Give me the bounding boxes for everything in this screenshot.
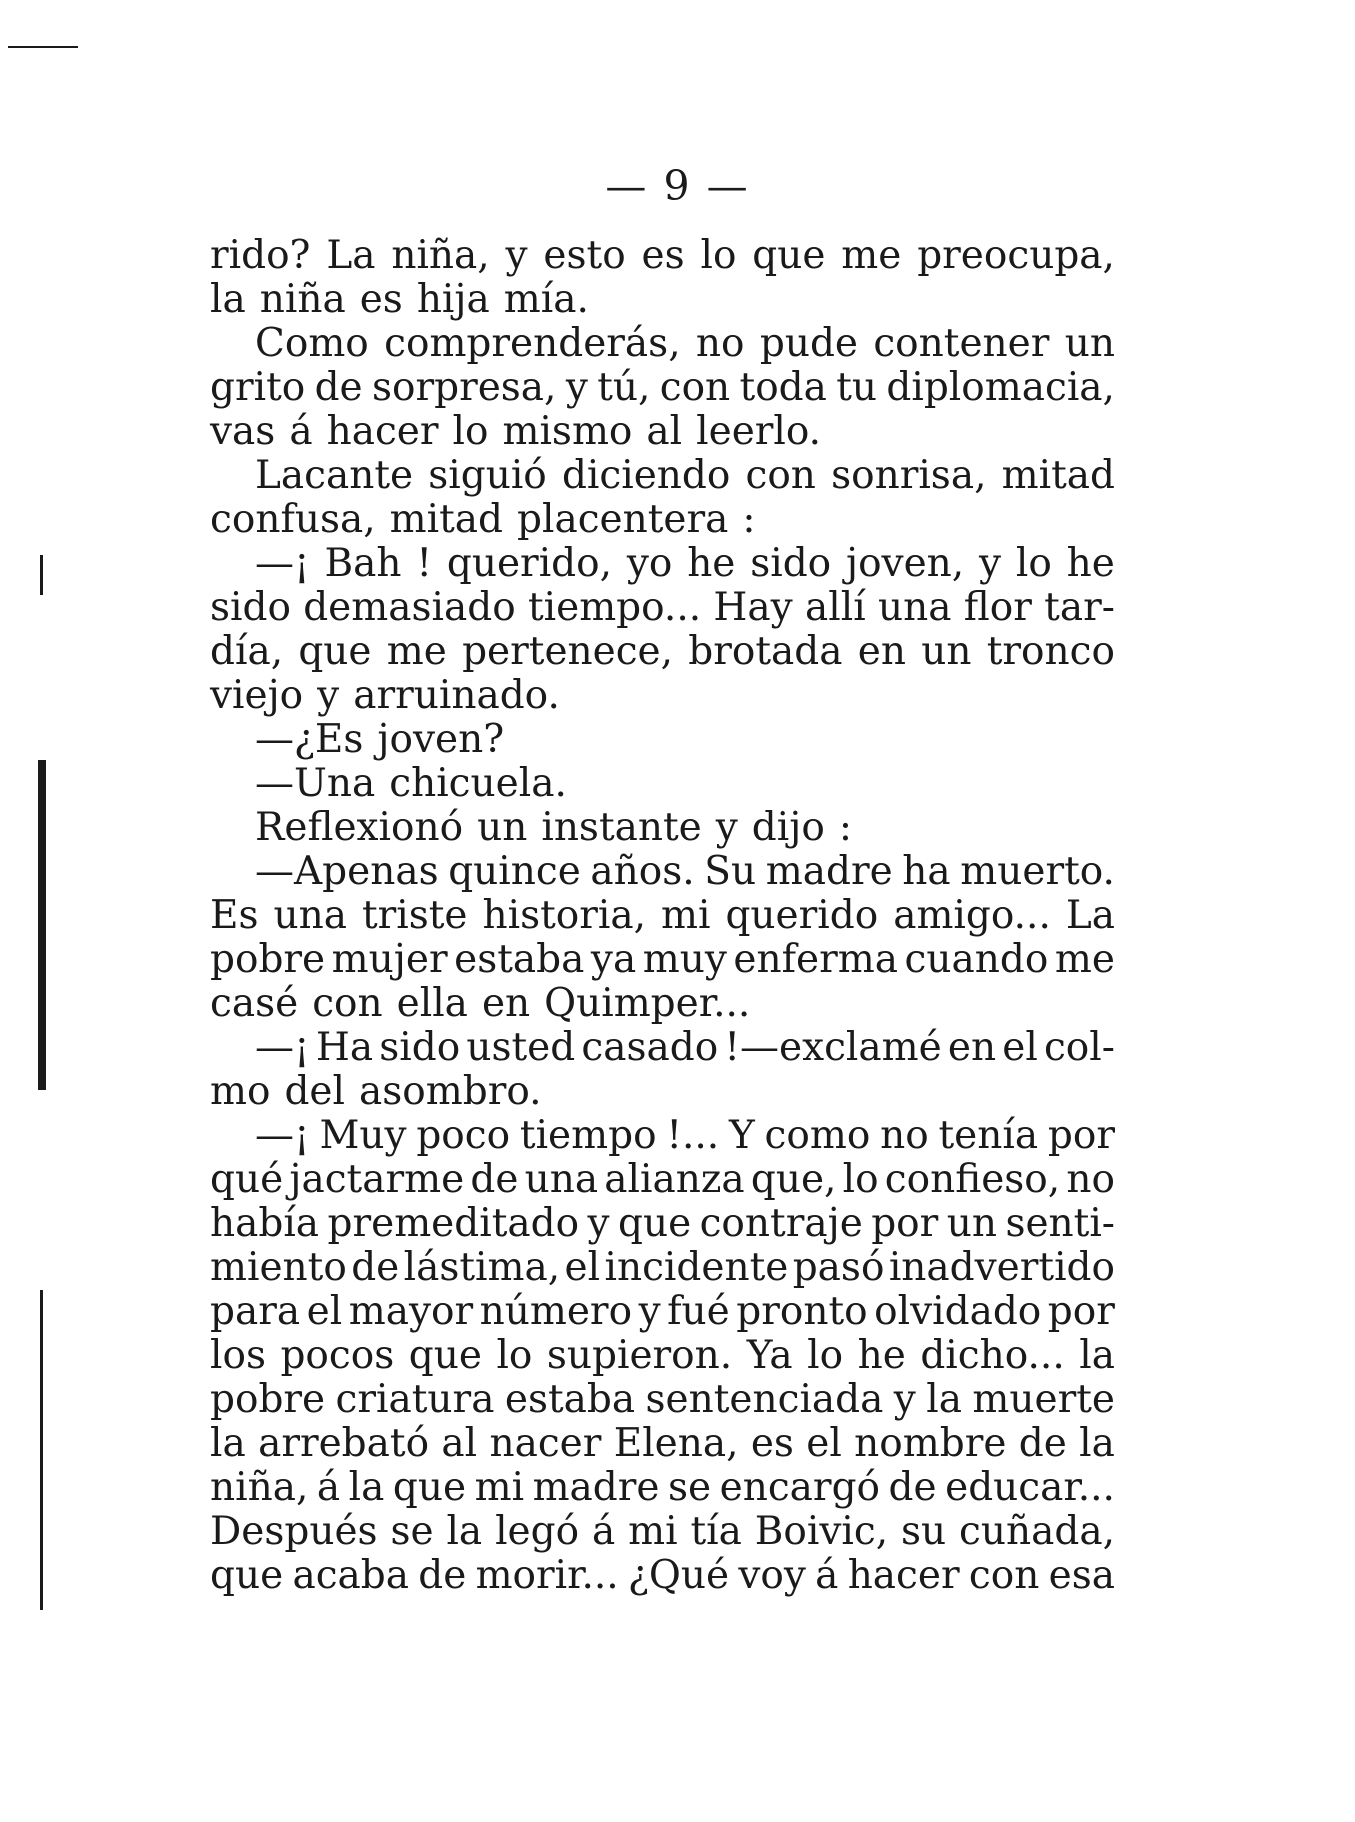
text-line: viejo y arruinado. bbox=[210, 673, 560, 718]
text-line: —¿Es joven? bbox=[255, 717, 505, 762]
text-line: —Apenas quince años. Su madre ha muerto. bbox=[255, 849, 1115, 894]
scan-mark-binding-2 bbox=[38, 760, 46, 1090]
text-line: grito de sorpresa, y tú, con toda tu diplomacia, bbox=[210, 365, 1115, 410]
text-line: que acaba de morir... ¿Qué voy á hacer con esa bbox=[210, 1553, 1115, 1598]
scan-mark-top bbox=[8, 46, 78, 48]
text-line: Lacante siguió diciendo con sonrisa, mitad bbox=[255, 453, 1115, 498]
text-line: sido demasiado tiempo... Hay allí una flor tar- bbox=[210, 585, 1115, 630]
text-line: vas á hacer lo mismo al leerlo. bbox=[210, 409, 822, 454]
text-line: miento de lástima, el incidente pasó inadvertido bbox=[210, 1245, 1115, 1290]
text-line: pobre criatura estaba sentenciada y la muerte bbox=[210, 1377, 1115, 1422]
text-line: —Una chicuela. bbox=[255, 761, 567, 806]
text-line: niña, á la que mi madre se encargó de educar... bbox=[210, 1465, 1115, 1510]
text-line: Es una triste historia, mi querido amigo... La bbox=[210, 893, 1115, 938]
text-line: —¡ Muy poco tiempo !... Y como no tenía por bbox=[255, 1113, 1115, 1158]
text-line: —¡ Ha sido usted casado !—exclamé en el col- bbox=[255, 1025, 1115, 1070]
text-line: Después se la legó á mi tía Boivic, su cuñada, bbox=[210, 1509, 1115, 1554]
page-number: — 9 — bbox=[605, 162, 750, 210]
text-line: casé con ella en Quimper... bbox=[210, 981, 751, 1026]
text-line: había premeditado y que contraje por un senti- bbox=[210, 1201, 1115, 1246]
text-line: los pocos que lo supieron. Ya lo he dicho... la bbox=[210, 1333, 1115, 1378]
text-line: rido? La niña, y esto es lo que me preocupa, bbox=[210, 233, 1115, 278]
text-line: Reflexionó un instante y dijo : bbox=[255, 805, 852, 850]
text-line: pobre mujer estaba ya muy enferma cuando me bbox=[210, 937, 1115, 982]
body-text bbox=[210, 234, 1115, 1598]
text-line: día, que me pertenece, brotada en un tronco bbox=[210, 629, 1115, 674]
text-line: qué jactarme de una alianza que, lo confieso, no bbox=[210, 1157, 1115, 1202]
scan-mark-binding-3 bbox=[40, 1290, 43, 1610]
text-line: la niña es hija mía. bbox=[210, 277, 589, 322]
scan-mark-binding-1 bbox=[40, 555, 43, 595]
text-line: confusa, mitad placentera : bbox=[210, 497, 756, 542]
text-line: —¡ Bah ! querido, yo he sido joven, y lo he bbox=[255, 541, 1115, 586]
text-line: Como comprenderás, no pude contener un bbox=[255, 321, 1115, 366]
text-line: para el mayor número y fué pronto olvidado por bbox=[210, 1289, 1115, 1334]
text-line: mo del asombro. bbox=[210, 1069, 542, 1114]
text-line: la arrebató al nacer Elena, es el nombre de la bbox=[210, 1421, 1115, 1466]
